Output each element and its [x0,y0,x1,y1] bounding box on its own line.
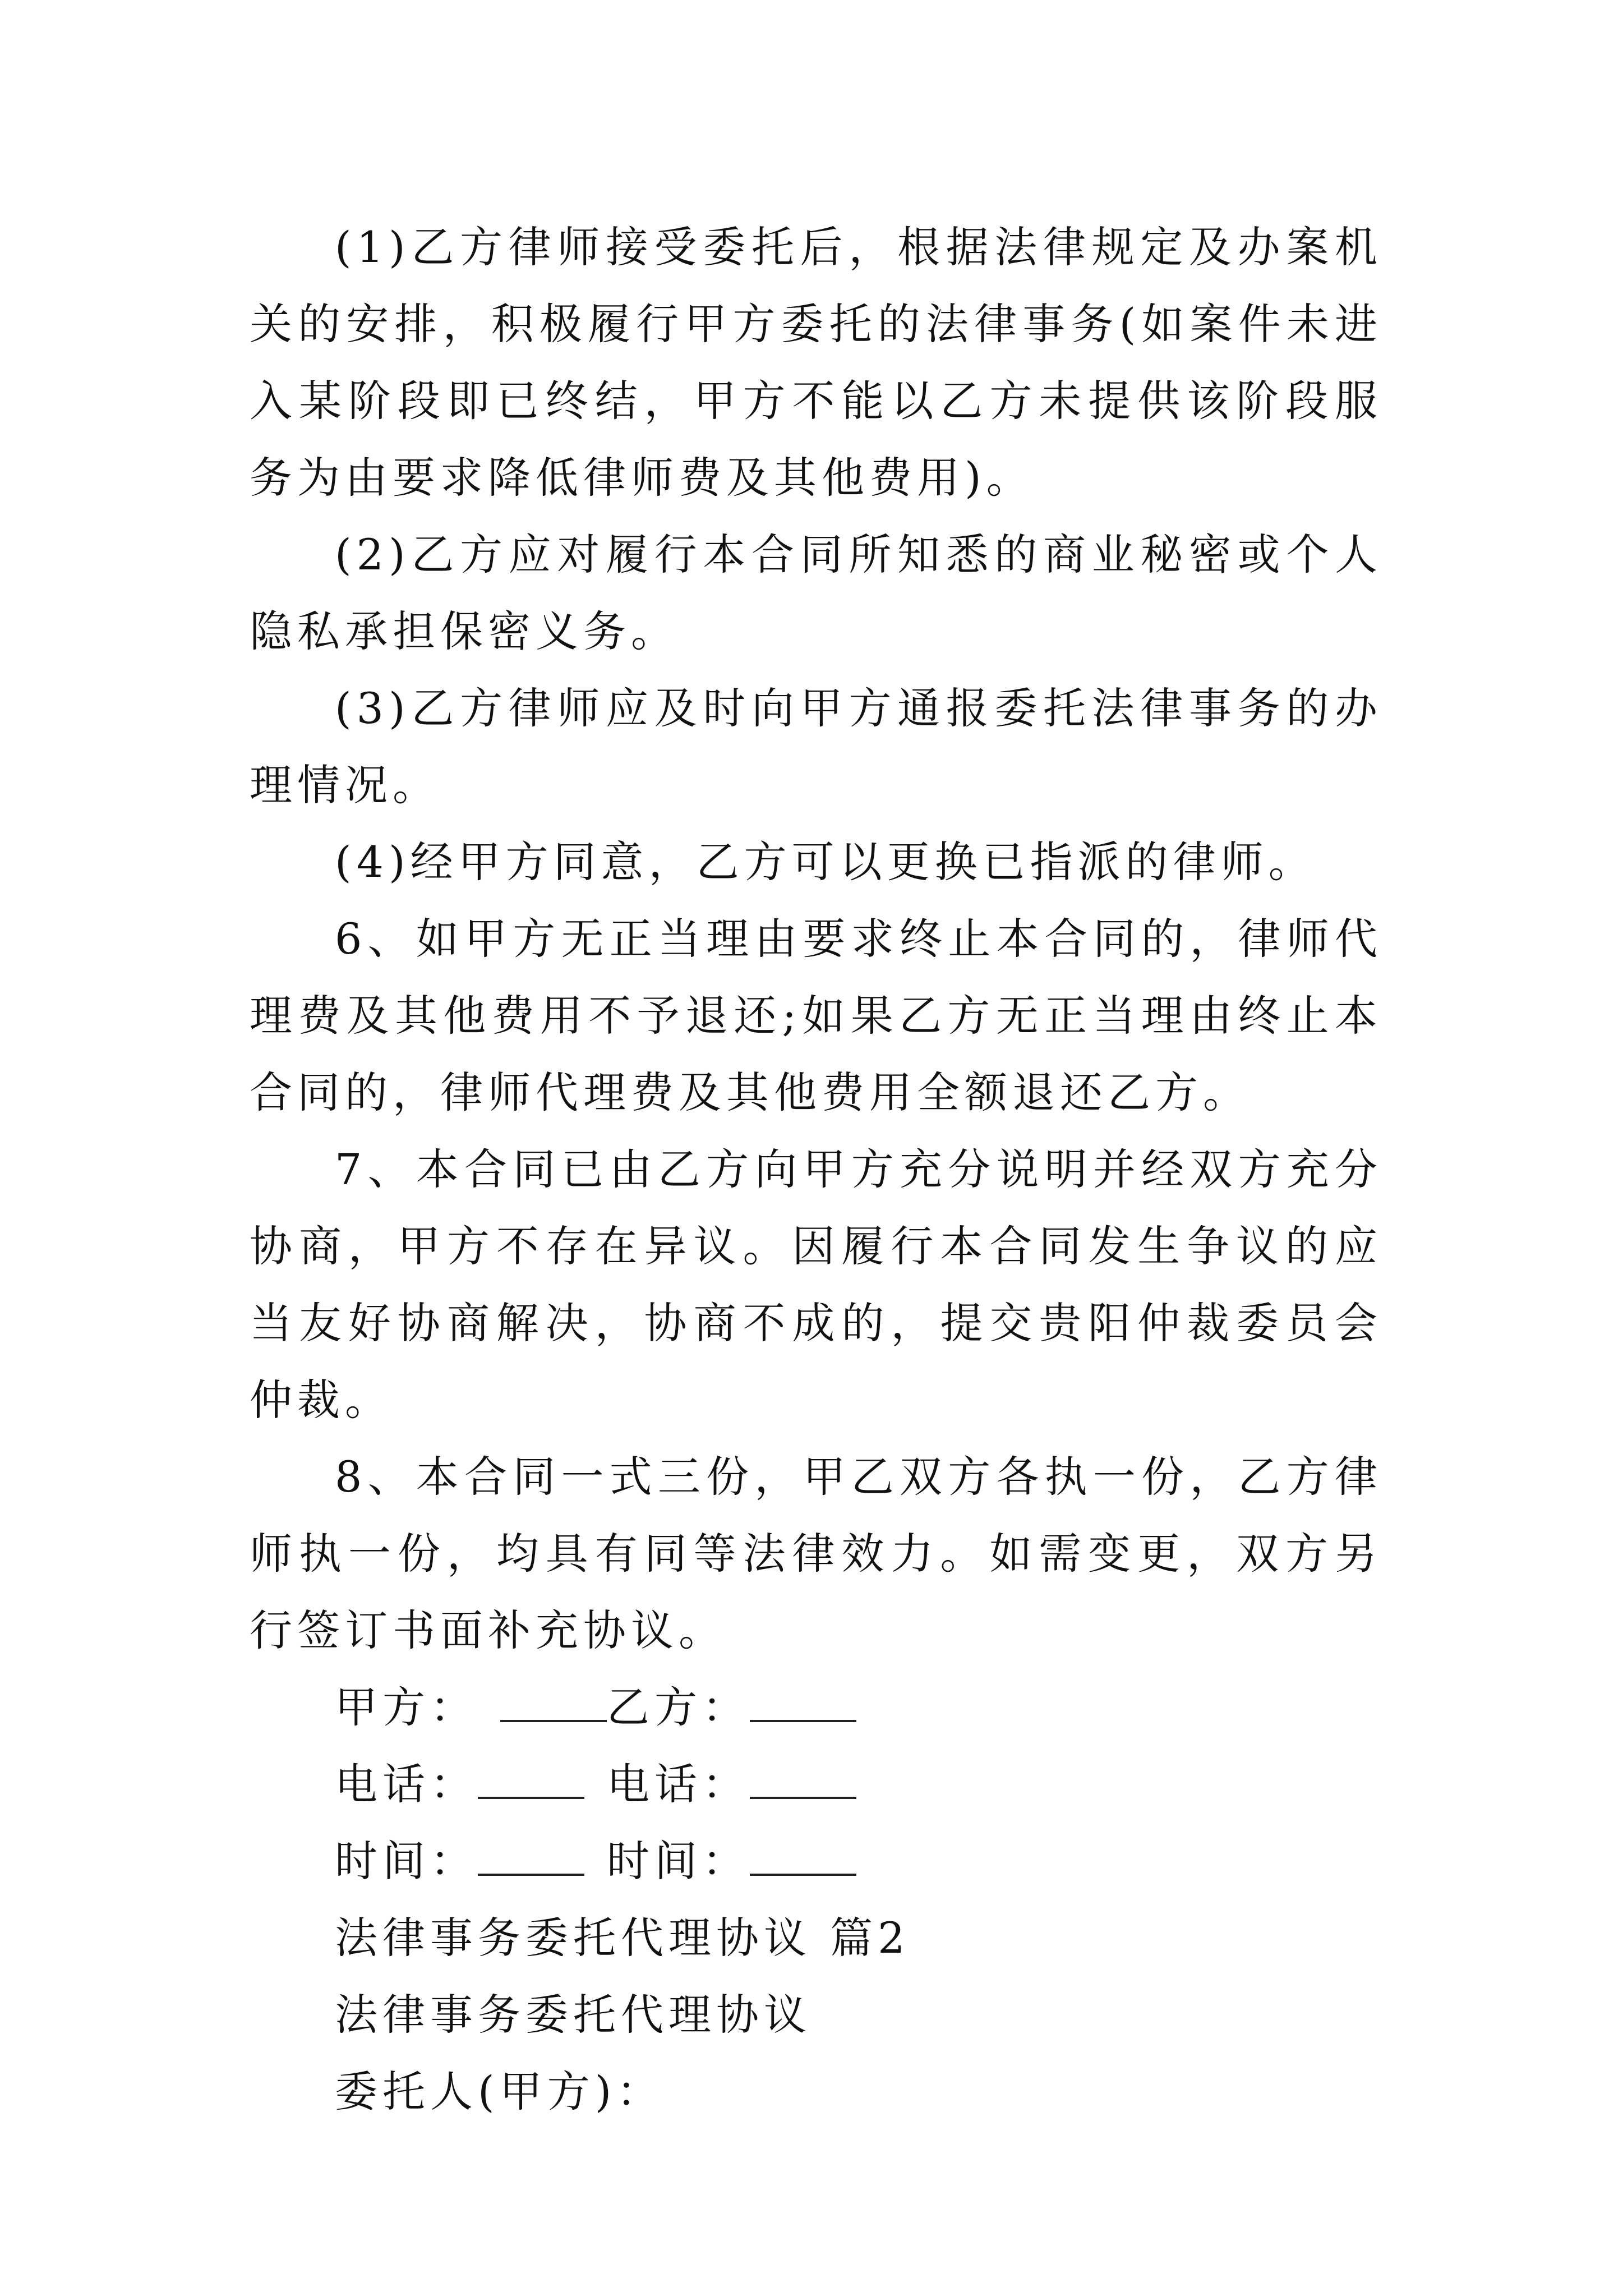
time-b-label: 时间： [607,1836,750,1886]
clause-4-paragraph: (4)经甲方同意，乙方可以更换已指派的律师。 [335,837,1316,887]
section-heading: 法律事务委托代理协议 篇2 [335,1913,910,1963]
party-a-label: 甲方： [335,1682,478,1732]
article-6-paragraph: 6、如甲方无正当理由要求终止本合同的，律师代理费及其他费用不予退还;如果乙方无正当理由终止本合同的，律师代理费及其他费用全额退还乙方。 [250,914,1382,1117]
time-a-blank [478,1840,584,1876]
principal-label: 委托人(甲方)： [335,2067,665,2116]
phone-a-blank [478,1763,584,1799]
phone-b-blank [750,1763,856,1799]
signature-party-row [335,1669,1382,1746]
phone-a-label: 电话： [335,1759,478,1809]
time-b-blank [750,1840,856,1876]
time-a-label: 时间： [335,1836,478,1886]
clause-1-paragraph: (1)乙方律师接受委托后，根据法律规定及办案机关的安排，积极履行甲方委托的法律事务(如案件未进入某阶段即已终结，甲方不能以乙方未提供该阶段服务为由要求降低律师费及其他费用)。 [250,222,1382,503]
article-8-paragraph: 8、本合同一式三份，甲乙双方各执一份，乙方律师执一份，均具有同等法律效力。如需变更，双方另行签订书面补充协议。 [250,1452,1382,1655]
document-body [250,209,1382,2130]
document-title: 法律事务委托代理协议 [335,1990,811,2040]
signature-phone-row [335,1746,1382,1823]
party-b-blank [750,1686,856,1722]
party-b-label: 乙方： [607,1682,750,1732]
clause-3-paragraph: (3)乙方律师应及时向甲方通报委托法律事务的办理情况。 [250,683,1382,810]
article-7-paragraph: 7、本合同已由乙方向甲方充分说明并经双方充分协商，甲方不存在异议。因履行本合同发生争议的应当友好协商解决，协商不成的，提交贵阳仲裁委员会仲裁。 [250,1144,1382,1425]
clause-2-paragraph: (2)乙方应对履行本合同所知悉的商业秘密或个人隐私承担保密义务。 [250,530,1382,656]
signature-time-row [335,1823,1382,1899]
phone-b-label: 电话： [607,1759,750,1809]
party-a-blank [500,1686,607,1722]
